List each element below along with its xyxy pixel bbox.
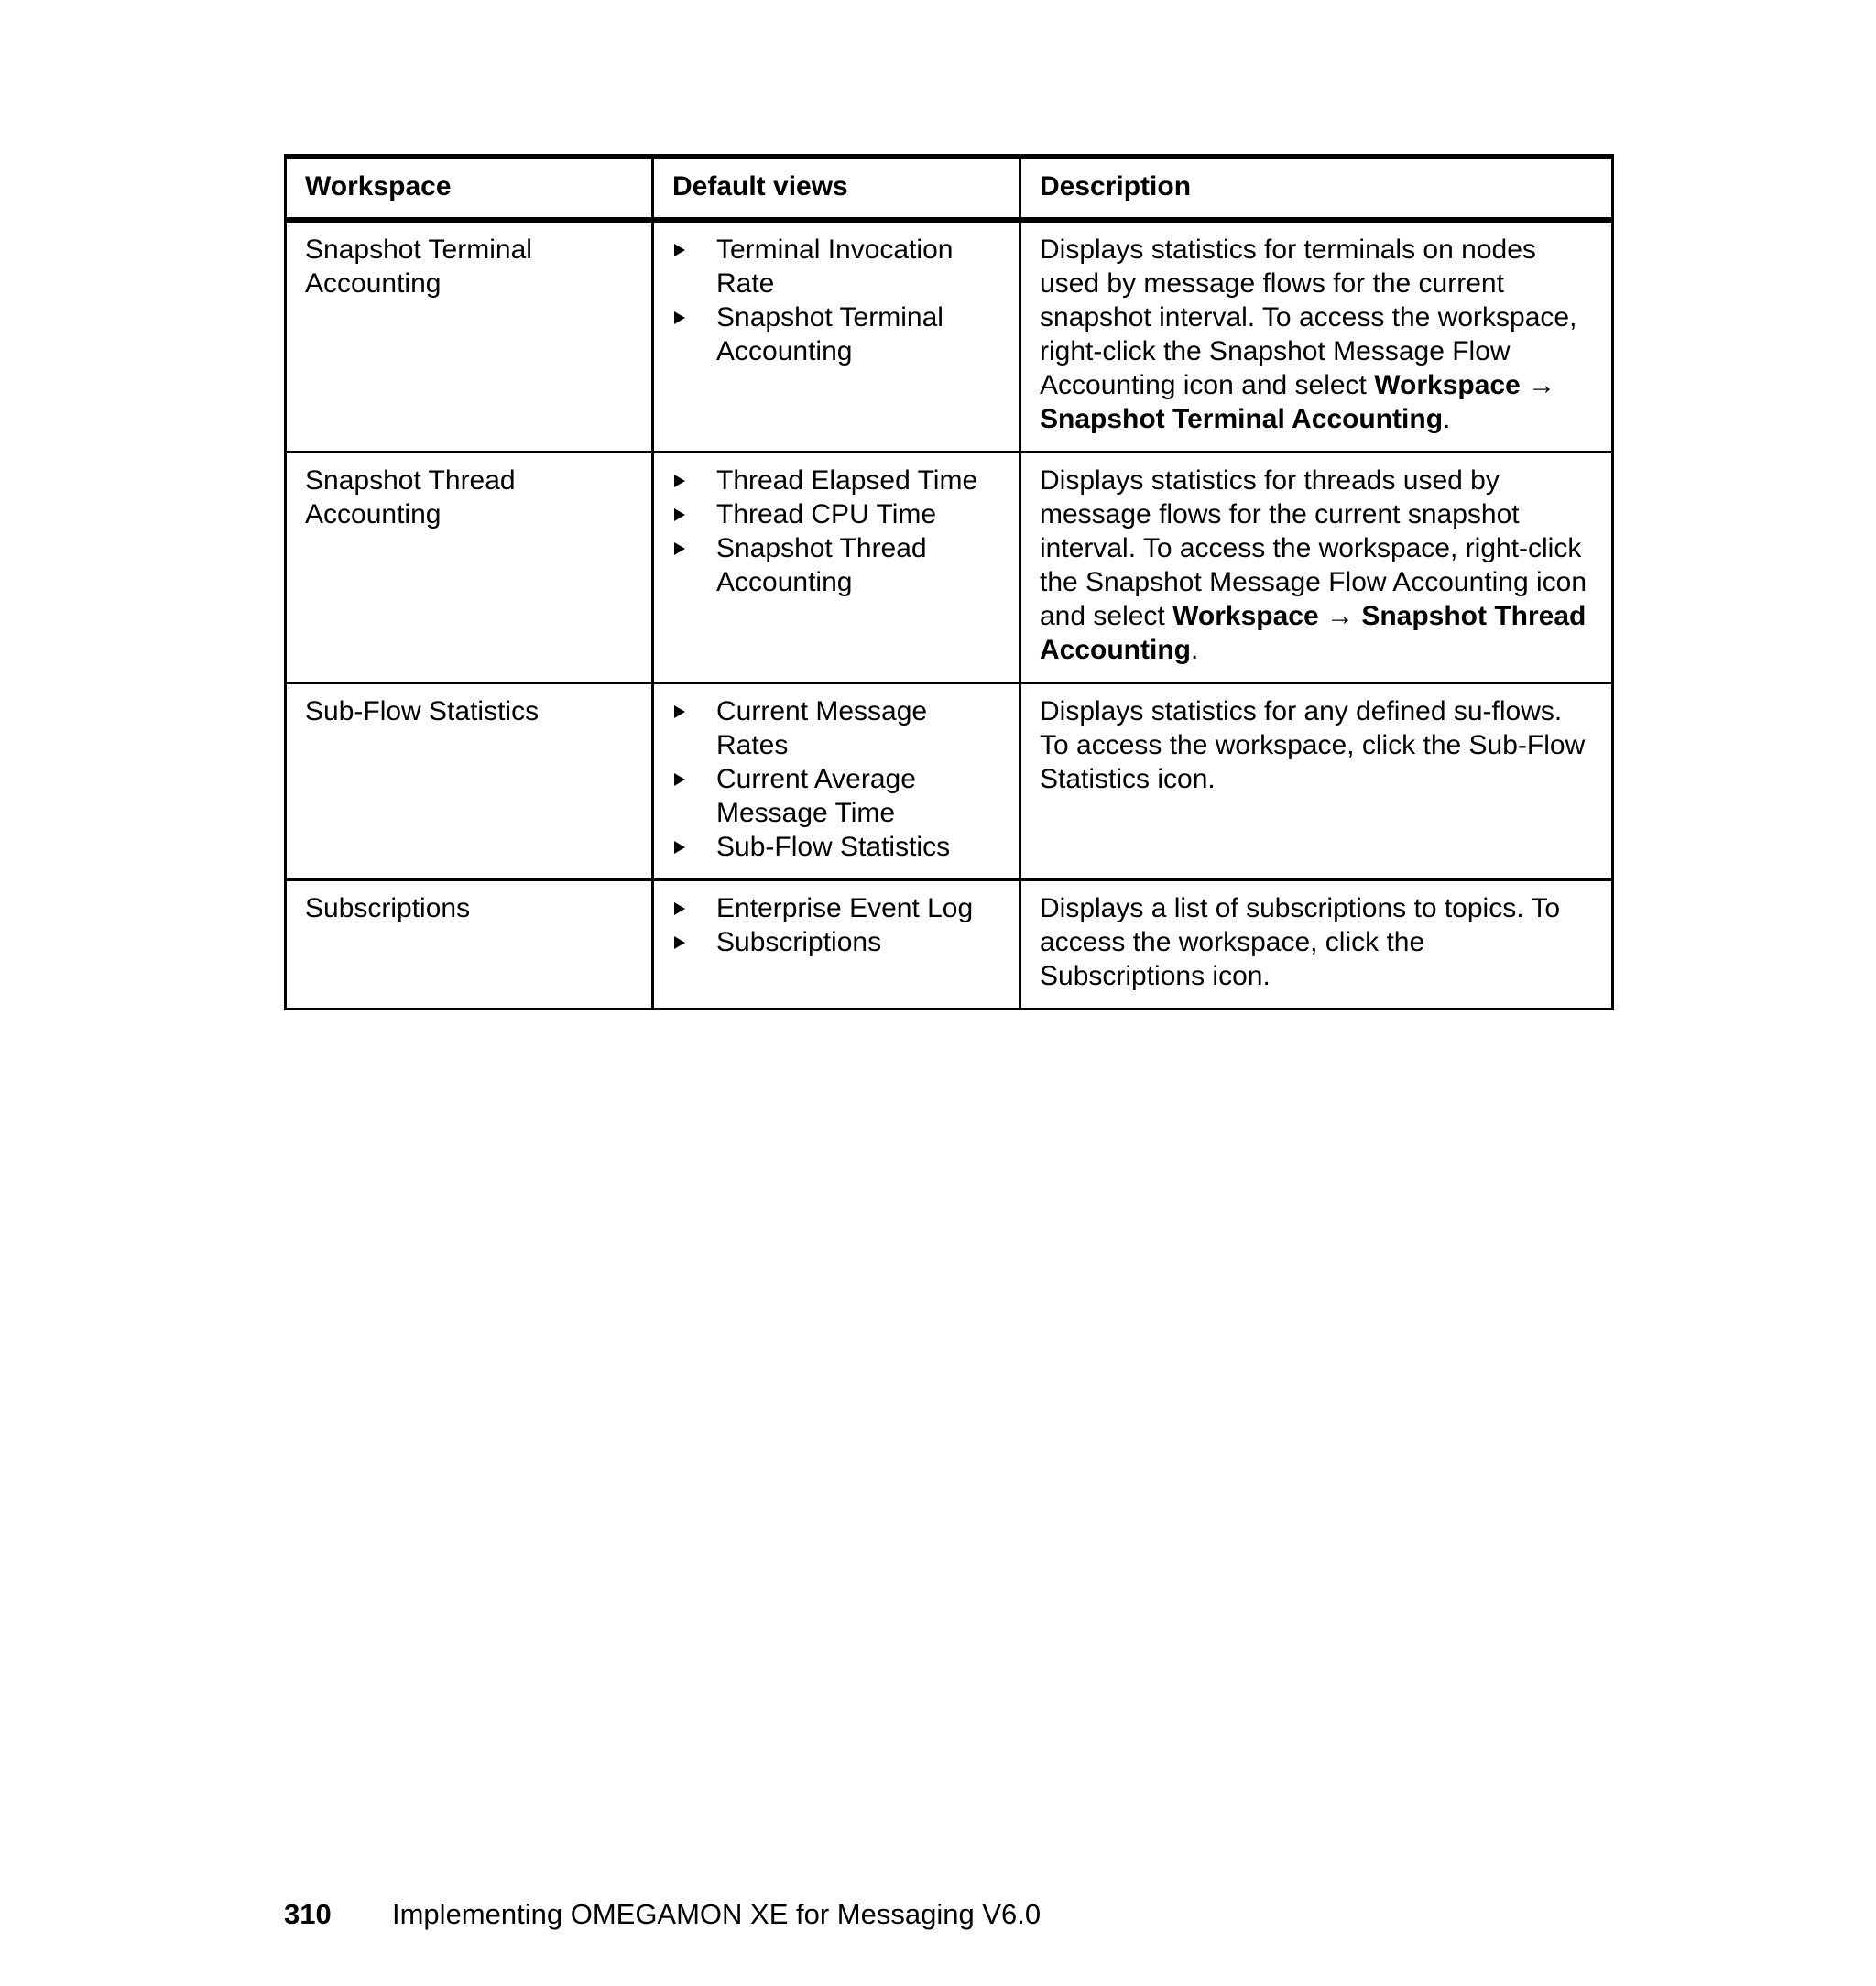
header-workspace: Workspace [286, 157, 653, 220]
view-label: Snapshot Thread Accounting [716, 533, 927, 597]
workspace-cell: Subscriptions [286, 880, 653, 1009]
bullet-icon [674, 705, 685, 718]
header-description: Description [1020, 157, 1613, 220]
book-title: Implementing OMEGAMON XE for Messaging V6.0 [392, 1898, 1042, 1930]
menu-path-item: Snapshot Thread Accounting [1040, 601, 1587, 665]
list-item [672, 925, 1004, 959]
description-text: Displays statistics for any defined su-flows. To access the workspace, click the Sub-Flow Statistics icon. [1040, 696, 1586, 794]
view-label: Thread CPU Time [716, 499, 937, 529]
menu-path-workspace: Workspace [1172, 601, 1319, 631]
bullet-icon [674, 311, 685, 324]
bullet-icon [674, 475, 685, 487]
default-views-cell [653, 683, 1020, 880]
bullet-icon [674, 902, 685, 915]
list-item [672, 531, 1004, 599]
workspace-cell: Snapshot Terminal Accounting [286, 220, 653, 453]
view-label: Enterprise Event Log [716, 893, 974, 923]
description-text: Displays statistics for terminals on nodes used by message flows for the current snapshot interval. To access the workspace, right-click the Snapshot Message Flow Accounting icon and select [1040, 235, 1577, 400]
page-number: 310 [284, 1898, 332, 1930]
list-item [672, 694, 1004, 762]
page-footer [284, 1898, 1041, 1931]
list-item [672, 762, 1004, 830]
default-views-cell [653, 220, 1020, 453]
default-views-list [672, 233, 1004, 368]
menu-path-workspace: Workspace [1374, 370, 1521, 400]
header-default-views: Default views [653, 157, 1020, 220]
list-item [672, 830, 1004, 864]
arrow-icon: → [1528, 370, 1556, 400]
table-row [286, 453, 1613, 683]
workspace-cell: Snapshot Thread Accounting [286, 453, 653, 683]
view-label: Subscriptions [716, 927, 882, 957]
description-text: Displays a list of subscriptions to topics. To access the workspace, click the Subscriptions icon. [1040, 893, 1561, 991]
description-end: . [1191, 635, 1199, 665]
menu-path-item: Snapshot Terminal Accounting [1040, 404, 1444, 434]
description-text: Displays statistics for threads used by message flows for the current snapshot interval. To access the workspace, right-click the Snapshot Message Flow Accounting icon and select [1040, 465, 1587, 631]
arrow-icon: → [1325, 601, 1354, 631]
workspace-table [284, 154, 1614, 1010]
view-label: Terminal Invocation Rate [716, 235, 954, 299]
bullet-icon [674, 773, 685, 786]
table-row [286, 220, 1613, 453]
bullet-icon [674, 936, 685, 949]
bullet-icon [674, 244, 685, 256]
table-row [286, 683, 1613, 880]
description-cell [1020, 220, 1613, 453]
default-views-cell [653, 453, 1020, 683]
bullet-icon [674, 542, 685, 555]
list-item [672, 497, 1004, 531]
list-item [672, 300, 1004, 368]
default-views-cell [653, 880, 1020, 1009]
view-label: Thread Elapsed Time [716, 465, 978, 496]
bullet-icon [674, 841, 685, 854]
table-header-row [286, 157, 1613, 220]
default-views-list [672, 694, 1004, 864]
list-item [672, 233, 1004, 300]
view-label: Sub-Flow Statistics [716, 832, 951, 862]
default-views-list [672, 891, 1004, 959]
description-cell [1020, 880, 1613, 1009]
view-label: Current Average Message Time [716, 764, 916, 828]
workspace-cell: Sub-Flow Statistics [286, 683, 653, 880]
bullet-icon [674, 508, 685, 521]
default-views-list [672, 464, 1004, 599]
description-cell [1020, 683, 1613, 880]
list-item [672, 891, 1004, 925]
list-item [672, 464, 1004, 497]
description-end: . [1443, 404, 1451, 434]
table-row [286, 880, 1613, 1009]
view-label: Snapshot Terminal Accounting [716, 302, 943, 366]
view-label: Current Message Rates [716, 696, 928, 760]
description-cell [1020, 453, 1613, 683]
